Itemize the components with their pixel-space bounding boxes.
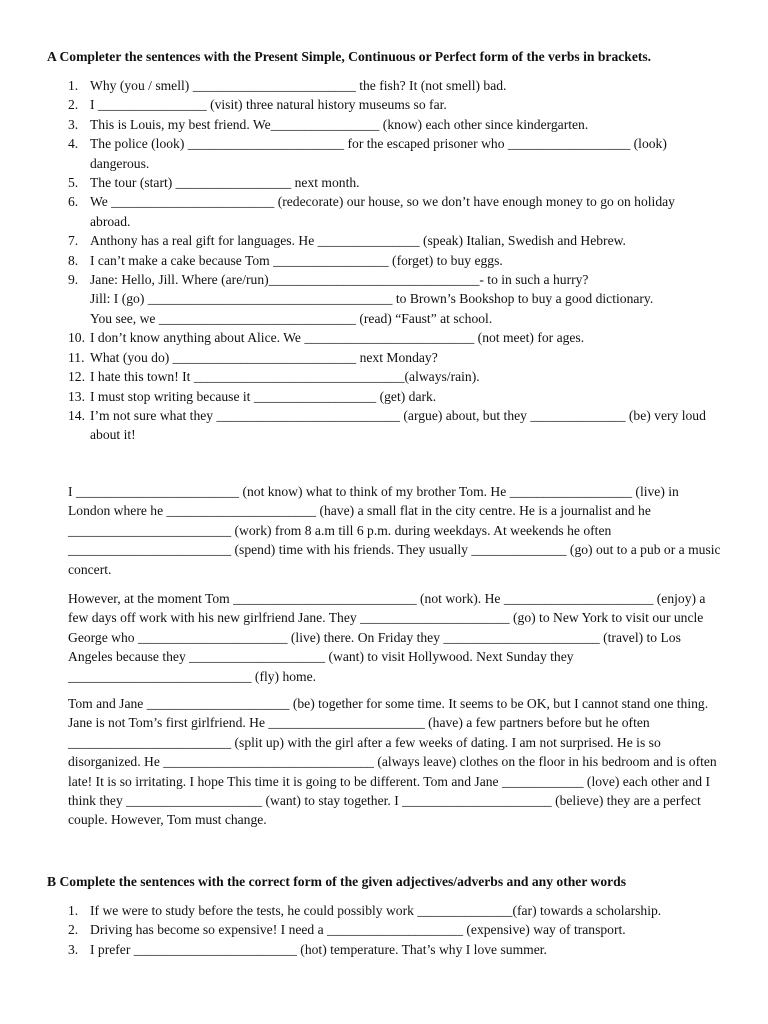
list-item <box>68 940 716 959</box>
section-b-list <box>68 901 716 959</box>
item-number: 6. <box>68 194 79 210</box>
list-item <box>68 231 716 250</box>
item-number: 14. <box>68 407 85 423</box>
item-text: I can’t make a cake because Tom _________________ (forget) to buy eggs. <box>90 252 503 268</box>
list-item <box>68 406 716 445</box>
item-text: I prefer ________________________ (hot) temperature. That’s why I love summer. <box>90 941 547 957</box>
item-text: Anthony has a real gift for languages. He _______________ (speak) Italian, Swedish and Hebrew. <box>90 233 626 249</box>
item-number: 12. <box>68 369 85 385</box>
item-text: The police (look) _______________________ for the escaped prisoner who __________________ (look) dangerous. <box>90 136 667 171</box>
item-number: 3. <box>68 116 79 132</box>
item-number: 10. <box>68 330 85 346</box>
story-paragraph: However, at the moment Tom ___________________________ (not work). He ______________________ (enjoy) a few days off work with his new girlfriend Jane. They ______________________ (go) to New York to visit our uncle George who ______________________ (live) there. On Friday they _______________________ (travel) to Los Angeles because they ____________________ (want) to visit Hollywood. Next Sunday they ___________________________ (fly) home. <box>68 591 706 684</box>
list-item <box>68 192 716 231</box>
item-number: 9. <box>68 272 79 288</box>
section-a-title: A Completer the sentences with the Present Simple, Continuous or Perfect form of the verbs in brackets. <box>47 49 652 64</box>
story-paragraph: Tom and Jane _____________________ (be) together for some time. It seems to be OK, but I cannot stand one thing. Jane is not Tom’s first girlfriend. He _______________________ (have) a few partners before but he often ________________________ (split up) with the girl after a few weeks of dating. I am not surprised. He is so disorganized. He _______________________________ (always leave) clothes on the floor in his bedroom and is often late! It is so irritating. I hope This time it is going to be different. Tom and Jane ____________ (love) each other and I think they ____________________ (want) to stay together. I ______________________ (believe) they are a perfect couple. However, Tom must change. <box>68 696 717 828</box>
item-number: 2. <box>68 97 79 113</box>
list-item <box>68 251 716 270</box>
item-number: 4. <box>68 136 79 152</box>
list-item <box>68 328 716 347</box>
section-b-title: B Complete the sentences with the correct form of the given adjectives/adverbs and any other words <box>47 874 627 889</box>
list-item <box>68 173 716 192</box>
item-text: If we were to study before the tests, he could possibly work ______________(far) towards a scholarship. <box>90 903 662 918</box>
item-number: 13. <box>68 388 85 404</box>
item-text: I don’t know anything about Alice. We _________________________ (not meet) for ages. <box>90 330 585 346</box>
list-item <box>68 95 716 114</box>
list-item <box>68 920 716 939</box>
item-number: 8. <box>68 252 79 268</box>
list-item <box>68 348 716 367</box>
item-number: 1. <box>68 78 79 93</box>
item-number: 7. <box>68 233 79 249</box>
item-text: I ________________ (visit) three natural history museums so far. <box>90 97 447 113</box>
list-item <box>68 367 716 386</box>
item-text: Why (you / smell) ________________________ the fish? It (not smell) bad. <box>90 78 507 93</box>
list-item <box>68 901 716 920</box>
item-number: 5. <box>68 175 79 191</box>
item-text: I must stop writing because it __________________ (get) dark. <box>90 388 437 404</box>
item-number: 3. <box>68 941 79 957</box>
item-text: Driving has become so expensive! I need a ____________________ (expensive) way of transport. <box>90 922 626 938</box>
item-number: 1. <box>68 903 79 918</box>
list-item <box>68 76 716 95</box>
item-text: The tour (start) _________________ next month. <box>90 175 360 191</box>
item-text: We ________________________ (redecorate) our house, so we don’t have enough money to go on holiday abroad. <box>90 194 675 229</box>
section-a-list <box>68 76 716 445</box>
item-text: Jane: Hello, Jill. Where (are/run)_______________________________- to in such a hurry? Jill: I (go) ____________________________________ to Brown’s Bookshop to buy a good dictionary. You see, we _____________________________ (read) “Faust” at school. <box>90 272 654 326</box>
item-text: What (you do) ___________________________ next Monday? <box>90 349 438 365</box>
list-item <box>68 134 716 173</box>
item-text: This is Louis, my best friend. We________________ (know) each other since kindergarten. <box>90 116 589 132</box>
item-text: I’m not sure what they ___________________________ (argue) about, but they ______________ (be) very loud about it! <box>90 407 706 443</box>
list-item <box>68 115 716 134</box>
item-number: 11. <box>68 349 85 365</box>
list-item <box>68 387 716 406</box>
item-number: 2. <box>68 922 79 938</box>
item-text: I hate this town! It _______________________________(always/rain). <box>90 369 480 385</box>
story-paragraph: I ________________________ (not know) what to think of my brother Tom. He __________________ (live) in London where he ______________________ (have) a small flat in the city centre. He is a journalist and he ________________________ (work) from 8 a.m till 6 p.m. during weekdays. At weekends he often ________________________ (spend) time with his friends. They usually ______________ (go) out to a pub or a music concert. <box>68 484 721 577</box>
list-item <box>68 270 716 328</box>
